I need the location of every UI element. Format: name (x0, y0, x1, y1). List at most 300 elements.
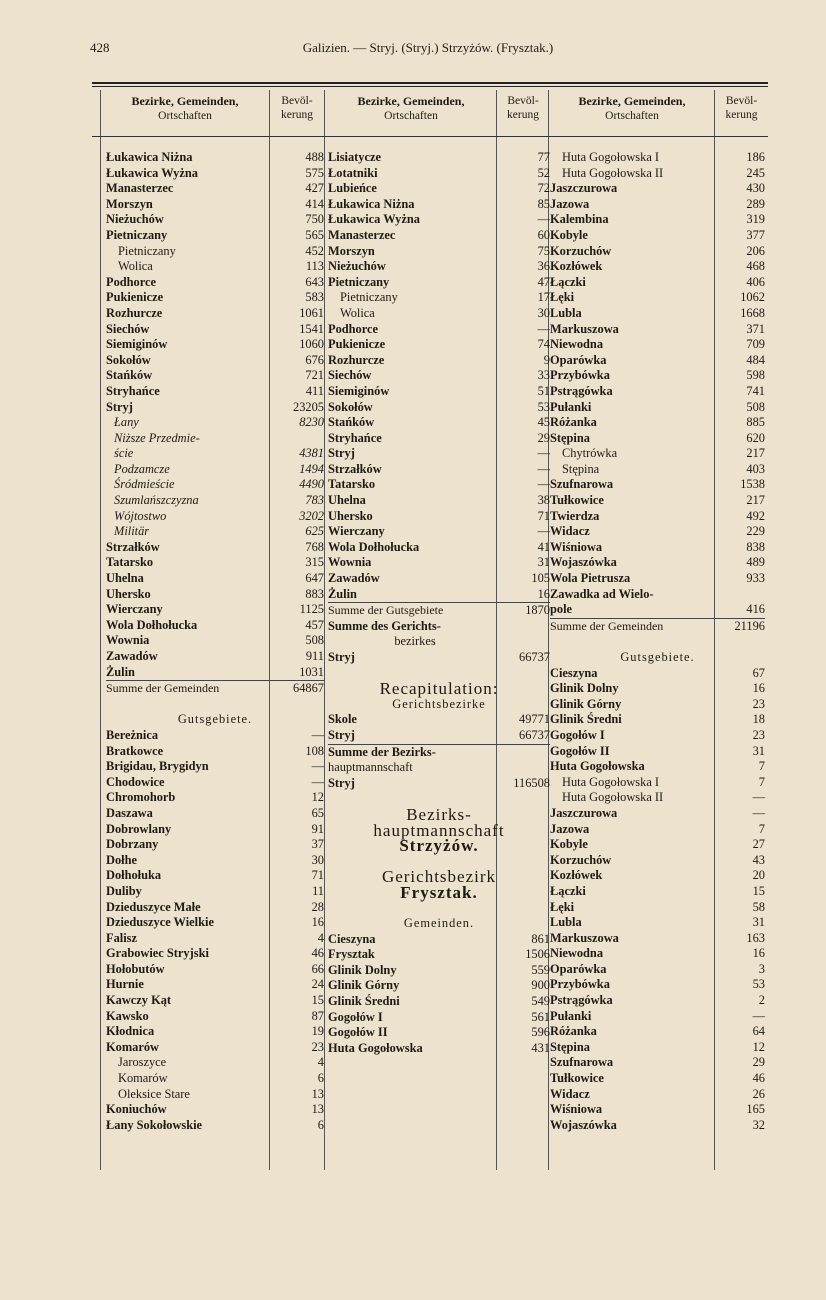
population-value: 4381 (299, 446, 324, 461)
place-name: Kalembina (550, 212, 609, 227)
place-name: Lisiatycze (328, 150, 381, 164)
table-row (550, 524, 765, 540)
top-rule (92, 82, 768, 84)
place-name: Komarów (118, 1071, 168, 1086)
table-row (550, 822, 765, 838)
place-name: Lubieńce (328, 181, 377, 196)
population-value: 20 (752, 868, 765, 883)
table-row (550, 728, 765, 744)
table-row (328, 760, 550, 776)
place-name: Tatarsko (106, 555, 154, 570)
place-name: Łukawica Wyżna (106, 165, 198, 180)
place-name: Pietniczany (328, 274, 390, 289)
table-row (550, 337, 765, 353)
table-row (328, 1025, 550, 1041)
place-name: Łany Sokołowskie (106, 1117, 203, 1132)
place-name: Stryj (106, 399, 133, 414)
table-row (328, 978, 550, 994)
population-value: 29 (752, 1055, 765, 1070)
place-name: Widacz (550, 1086, 590, 1101)
population-value: 71 (311, 868, 324, 883)
table-row (106, 493, 324, 509)
header-name-line2: Ortschaften (158, 110, 212, 122)
table-row (550, 884, 765, 900)
population-value: 377 (746, 227, 765, 242)
table-row (550, 493, 765, 509)
place-name: Wojaszówka (550, 1117, 617, 1132)
population-value: 768 (305, 539, 324, 554)
population-value: — (752, 805, 765, 820)
population-value: 1031 (299, 664, 324, 679)
place-name: Wola Dołhołucka (106, 617, 198, 632)
place-name: Dołhe (106, 852, 137, 867)
place-name: Glinik Średni (328, 994, 400, 1009)
table-row (550, 962, 765, 978)
population-value: 9 (543, 352, 550, 367)
population-value: 1061 (299, 305, 324, 320)
population-value: 41 (537, 539, 550, 554)
place-name: Gemeinden. (403, 916, 475, 931)
place-name: Jaroszyce (118, 1055, 167, 1070)
table-row (106, 1055, 324, 1071)
place-name: Stańków (328, 415, 375, 430)
section-heading (106, 712, 324, 728)
table-row (328, 650, 550, 666)
table-row (328, 540, 550, 556)
population-value: 91 (311, 821, 324, 836)
population-value: — (537, 461, 550, 476)
population-value: 33 (537, 368, 550, 383)
table-row (106, 212, 324, 228)
place-name: Daszawa (106, 805, 153, 820)
population-value: 108 (305, 743, 324, 758)
table-row (106, 837, 324, 853)
place-name: pole (550, 602, 573, 617)
table-row (106, 181, 324, 197)
place-name: Gogołów I (550, 727, 605, 742)
population-value: 17 (537, 290, 550, 305)
population-value: 371 (746, 321, 765, 336)
place-name: Wiśniowa (550, 1102, 603, 1117)
place-name: Chytrówka (562, 446, 618, 461)
population-value: — (311, 727, 324, 742)
population-value: — (311, 774, 324, 789)
population-value: 163 (746, 930, 765, 945)
table-row (328, 509, 550, 525)
place-name: Recapitulation: (379, 679, 499, 699)
table-row (550, 681, 765, 697)
table-row (106, 962, 324, 978)
table-row (106, 306, 324, 322)
place-name: hauptmannschaft (328, 760, 413, 775)
population-value: 217 (746, 446, 765, 461)
table-row (328, 524, 550, 540)
table-row (550, 587, 765, 603)
population-value: 29 (537, 430, 550, 445)
place-name: Siemiginów (328, 383, 390, 398)
table-row (328, 1010, 550, 1026)
table-row (106, 806, 324, 822)
population-value: 596 (531, 1025, 550, 1040)
table-row (106, 1009, 324, 1025)
table-row (550, 197, 765, 213)
population-value: 3 (758, 961, 765, 976)
table-row (328, 244, 550, 260)
table-row (106, 915, 324, 931)
table-row (106, 555, 324, 571)
table-row (550, 915, 765, 931)
header-name-line1: Bezirke, Gemeinden, (578, 94, 686, 108)
population-value: 625 (305, 524, 324, 539)
place-name: Glinik Górny (550, 696, 622, 711)
table-row (106, 228, 324, 244)
table-row (550, 540, 765, 556)
table-row (550, 431, 765, 447)
population-value: 16 (537, 586, 550, 601)
section-heading (328, 838, 550, 854)
place-name: Różanka (550, 415, 597, 430)
place-name: Podzamcze (114, 461, 170, 476)
place-name: Różanka (550, 1024, 597, 1039)
place-name: Gerichtsbezirk (381, 867, 497, 887)
population-value: 508 (305, 633, 324, 648)
population-value: 1062 (740, 290, 765, 305)
table-row (550, 993, 765, 1009)
place-name: Pstrągówka (550, 383, 613, 398)
population-value: 30 (311, 852, 324, 867)
table-row (328, 994, 550, 1010)
table-row (106, 946, 324, 962)
table-row (328, 555, 550, 571)
place-name: Niewodna (550, 946, 604, 961)
place-name: ście (114, 446, 134, 461)
table-row (550, 977, 765, 993)
population-value: 6 (317, 1117, 324, 1132)
population-value: 561 (531, 1009, 550, 1024)
table-row (106, 680, 324, 697)
table-row (106, 853, 324, 869)
table-row (106, 868, 324, 884)
population-value: 66737 (519, 650, 550, 664)
place-name: Stryj (328, 775, 355, 790)
table-row (328, 166, 550, 182)
table-row (106, 353, 324, 369)
place-name: Oparówka (550, 352, 607, 367)
table-row (550, 697, 765, 713)
population-value: 19 (311, 1024, 324, 1039)
table-row (550, 462, 765, 478)
place-name: Wola Pietrusza (550, 571, 631, 586)
population-value: — (537, 212, 550, 227)
place-name: Huta Gogołowska (328, 1040, 423, 1055)
place-name: Stańków (106, 368, 153, 383)
place-name: Brigidau, Brygidyn (106, 759, 209, 774)
place-name: Dzieduszyce Wielkie (106, 915, 214, 930)
population-value: 1538 (740, 477, 765, 492)
table-row (328, 744, 550, 761)
table-row (328, 306, 550, 322)
place-name: Wojaszówka (550, 555, 617, 570)
place-name: Summe der Gutsgebiete (328, 603, 444, 618)
population-value: 508 (746, 399, 765, 414)
place-name: Wiśniowa (550, 539, 603, 554)
table-row (328, 259, 550, 275)
table-row (106, 524, 324, 540)
place-name: Gogołów I (328, 1009, 383, 1024)
population-value: 26 (752, 1086, 765, 1101)
place-name: Jaszczurowa (550, 805, 618, 820)
table-row (550, 1040, 765, 1056)
population-value: 721 (305, 368, 324, 383)
place-name: Przybówka (550, 977, 610, 992)
population-value: 21196 (734, 618, 765, 633)
place-name: Gogołów II (328, 1025, 388, 1040)
population-value: 38 (537, 493, 550, 508)
table-row (328, 477, 550, 493)
section-heading (550, 650, 765, 666)
table-row (550, 853, 765, 869)
place-name: Zawadów (328, 571, 380, 586)
place-name: Gerichtsbezirke (392, 696, 486, 711)
table-row (106, 822, 324, 838)
table-row (550, 806, 765, 822)
place-name: Pułanki (550, 399, 592, 414)
place-name: Wownia (106, 633, 150, 648)
table-row (550, 306, 765, 322)
table-row (550, 446, 765, 462)
population-value: 71 (537, 508, 550, 523)
place-name: Koniuchów (106, 1102, 167, 1117)
table-row (550, 275, 765, 291)
place-name: Huta Gogołowska I (562, 774, 660, 789)
top-rule-thin (92, 86, 768, 87)
table-row (106, 477, 324, 493)
population-value: 53 (752, 977, 765, 992)
place-name: Łany (114, 415, 139, 430)
place-name: Niewodna (550, 337, 604, 352)
table-row (106, 618, 324, 634)
population-value: 861 (531, 931, 550, 946)
population-value: 45 (537, 415, 550, 430)
table-row (106, 150, 324, 166)
population-value: 13 (311, 1102, 324, 1117)
place-name: Dobrzany (106, 837, 159, 852)
place-name: Kawczy Kąt (106, 993, 172, 1008)
table-row (328, 493, 550, 509)
population-value: 575 (305, 165, 324, 180)
table-row (106, 1071, 324, 1087)
population-value: 1494 (299, 461, 324, 476)
place-name: Łukawica Wyżna (328, 212, 420, 227)
table-row (106, 587, 324, 603)
population-value: 11 (312, 883, 324, 898)
place-name: Zawadka ad Wielo- (550, 586, 654, 601)
population-value: 431 (531, 1040, 550, 1055)
column-1 (106, 90, 324, 1170)
table-row (550, 212, 765, 228)
table-row (550, 384, 765, 400)
population-value: 105 (531, 571, 550, 586)
place-name: Frysztak (328, 947, 375, 962)
header-pop-line1: Bevöl- (281, 95, 313, 107)
table-row (106, 1024, 324, 1040)
table-row (328, 712, 550, 728)
header-pop-line2: kerung (281, 109, 313, 121)
place-name: Wownia (328, 555, 372, 570)
place-name: Strzałków (106, 539, 160, 554)
place-name: Komarów (106, 1039, 159, 1054)
population-value: 27 (752, 837, 765, 852)
place-name: Sokołów (328, 399, 373, 414)
population-value: — (537, 446, 550, 461)
table-row (328, 1041, 550, 1057)
section-heading (328, 681, 550, 697)
table-row (550, 290, 765, 306)
table-row (550, 368, 765, 384)
population-value: 484 (746, 352, 765, 367)
place-name: Widacz (550, 524, 590, 539)
population-value: 933 (746, 571, 765, 586)
table-row (106, 1040, 324, 1056)
table-row (550, 181, 765, 197)
table-row (328, 947, 550, 963)
place-name: Skole (328, 712, 357, 727)
population-value: 87 (311, 1008, 324, 1023)
place-name: Pukienicze (106, 290, 164, 305)
place-name: Pstrągówka (550, 993, 613, 1008)
header-name-line2: Ortschaften (605, 110, 659, 122)
population-value: 883 (305, 586, 324, 601)
place-name: Summe der Gemeinden (550, 618, 664, 633)
table-row (328, 963, 550, 979)
place-name: Bereżnica (106, 727, 159, 742)
place-name: Śródmieście (114, 477, 175, 492)
population-value: 885 (746, 415, 765, 430)
place-name: Falisz (106, 930, 137, 945)
place-name: Manasterzec (106, 181, 174, 196)
population-value: 46 (752, 1071, 765, 1086)
population-value: 315 (305, 555, 324, 570)
table-row (328, 322, 550, 338)
place-name: Summe der Gemeinden (106, 681, 220, 696)
table-row (328, 181, 550, 197)
population-value: 31 (752, 915, 765, 930)
table-row (106, 400, 324, 416)
place-name: Gutsgebiete. (620, 650, 695, 664)
table-row (550, 618, 765, 635)
place-name: Bratkowce (106, 743, 164, 758)
table-row (328, 728, 550, 744)
population-value: 23 (311, 1039, 324, 1054)
place-name: Hurnie (106, 977, 144, 992)
page-number: 428 (90, 40, 110, 55)
population-value: 7 (758, 821, 765, 836)
table-row (550, 900, 765, 916)
population-value: 23 (752, 696, 765, 711)
place-name: Dołhołuka (106, 868, 162, 883)
column-3 (550, 90, 765, 1170)
table-row (550, 322, 765, 338)
place-name: Uhelna (106, 571, 144, 586)
table-row (328, 337, 550, 353)
place-name: Uhelna (328, 493, 366, 508)
place-name: Cieszyna (550, 665, 598, 680)
place-name: Łukawica Niżna (328, 196, 415, 211)
population-value: 620 (746, 430, 765, 445)
table-row (550, 602, 765, 618)
place-name: Morszyn (106, 196, 153, 211)
place-name: Siechów (328, 368, 372, 383)
population-value: 4 (317, 930, 324, 945)
place-name: Wójtostwo (114, 508, 167, 523)
place-name: Rozhurcze (106, 305, 163, 320)
table-row (550, 712, 765, 728)
place-name: Militär (114, 524, 150, 539)
table-row (328, 415, 550, 431)
population-value: 75 (537, 243, 550, 258)
place-name: Strzałków (328, 461, 382, 476)
place-name: Pietniczany (340, 290, 398, 305)
place-name: Markuszowa (550, 930, 619, 945)
table-row (106, 275, 324, 291)
table-row (106, 884, 324, 900)
table-row (106, 166, 324, 182)
place-name: Lubla (550, 915, 582, 930)
table-row (550, 744, 765, 760)
table-row (106, 431, 324, 447)
population-value: — (752, 790, 765, 805)
place-name: Twierdza (550, 508, 600, 523)
table-row (328, 150, 550, 166)
table-row (106, 571, 324, 587)
population-value: 427 (305, 181, 324, 196)
population-table (92, 90, 768, 1170)
population-value: 783 (305, 493, 324, 508)
place-name: Jazowa (550, 196, 590, 211)
place-name: Hołobutów (106, 961, 165, 976)
population-value: 430 (746, 181, 765, 196)
table-row (106, 368, 324, 384)
place-name: Nieżuchów (106, 212, 164, 227)
population-value: 414 (305, 196, 324, 211)
population-value: 67 (752, 665, 765, 680)
table-row (106, 790, 324, 806)
population-value: 206 (746, 243, 765, 258)
table-row (550, 790, 765, 806)
population-value: 406 (746, 274, 765, 289)
place-name: Wolica (340, 305, 375, 320)
table-row (328, 275, 550, 291)
place-name: Duliby (106, 883, 142, 898)
place-name: Szumlańszczyzna (114, 493, 199, 508)
population-value: 31 (752, 743, 765, 758)
population-value: 452 (305, 243, 324, 258)
place-name: Kozłówek (550, 868, 603, 883)
table-row (550, 634, 765, 650)
table-row (328, 602, 550, 619)
place-name: Łączki (550, 274, 586, 289)
place-name: Wierczany (106, 602, 163, 617)
place-name: bezirkes (394, 634, 436, 649)
table-row (328, 290, 550, 306)
population-value: 46 (311, 946, 324, 961)
table-row (550, 415, 765, 431)
place-name: Zawadów (106, 649, 158, 663)
population-value: 559 (531, 962, 550, 977)
table-row (550, 666, 765, 682)
place-name: Korzuchów (550, 852, 612, 867)
place-name: Nieżuchów (328, 259, 386, 274)
